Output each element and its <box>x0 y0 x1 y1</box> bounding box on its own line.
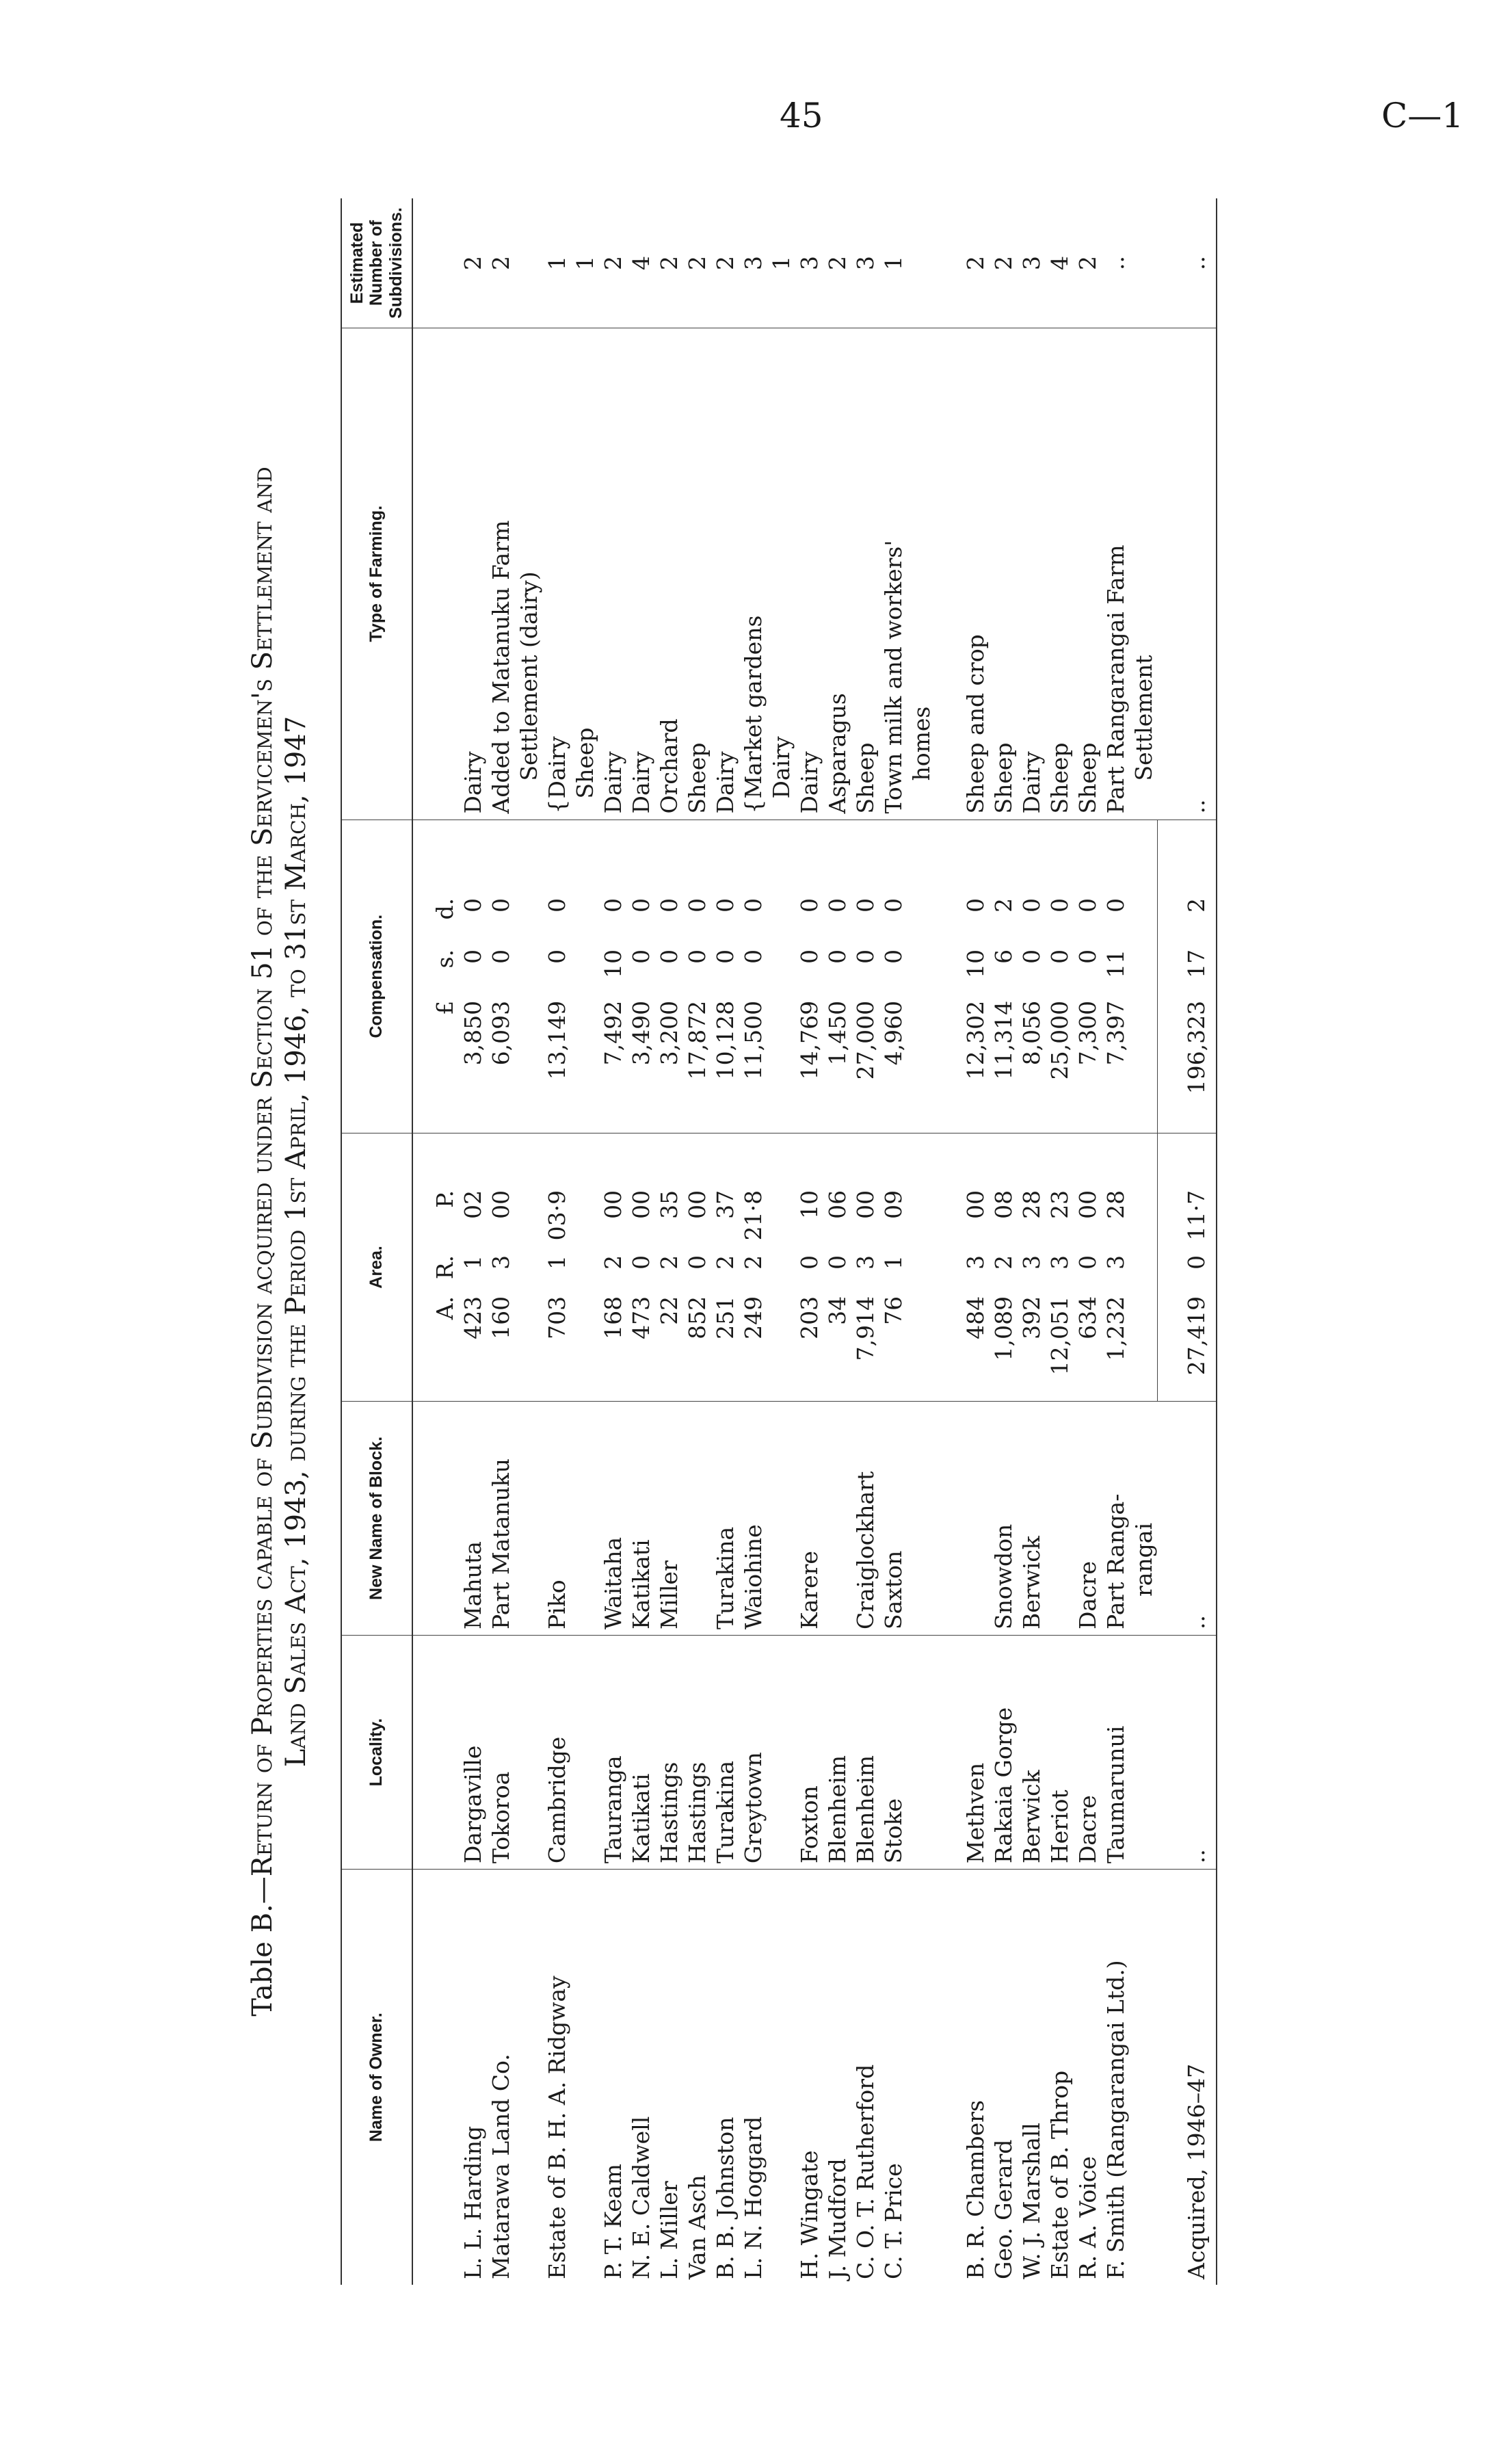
pounds-cell: 7,300 <box>1074 1000 1101 1066</box>
type-line: Town milk and workers' <box>879 540 907 814</box>
shillings-cell: 0 <box>459 949 486 964</box>
type-line: Dairy <box>543 736 570 799</box>
block-cell: Waitaha <box>599 1401 627 1635</box>
pence-cell: 0 <box>543 897 570 913</box>
unit-pence: d. <box>431 897 458 920</box>
subdivisions-cell: 2 <box>990 255 1017 270</box>
perches-cell: 37 <box>711 1190 739 1219</box>
type-cell: Sheep <box>1074 328 1102 820</box>
block-cell <box>1102 1401 1158 1635</box>
total-block-cell: .. <box>1158 1401 1217 1635</box>
type-cell: Sheep and crop <box>961 328 990 820</box>
shillings-cell: 0 <box>711 949 739 964</box>
type-line-2: Settlement <box>1130 655 1157 781</box>
pounds-cell: 27,000 <box>851 1000 879 1080</box>
owner-cell: B. B. Johnston <box>711 1870 739 2285</box>
roods-cell: 2 <box>739 1255 767 1270</box>
block-cell: Part Matanuku <box>487 1401 543 1635</box>
shillings-cell: 10 <box>599 949 626 978</box>
page-number: 45 <box>780 96 823 135</box>
pounds-cell: 13,149 <box>543 1000 570 1080</box>
owner-cell: P. T. Keam <box>599 1870 627 2285</box>
locality-cell: Dacre <box>1074 1636 1102 1870</box>
pence-cell: 0 <box>823 897 851 913</box>
type-cell: Orchard <box>655 328 683 820</box>
spacer-row <box>936 198 961 2285</box>
perches-cell: 00 <box>627 1190 654 1219</box>
type-cell: Sheep <box>1046 328 1074 820</box>
table-row <box>879 198 936 2285</box>
pounds-cell: 10,128 <box>711 1000 739 1080</box>
locality-cell: Tauranga <box>599 1636 627 1870</box>
acres-cell: 12,051 <box>1046 1296 1073 1376</box>
total-owner-cell: Acquired, 1946–47 <box>1158 1870 1217 2285</box>
pence-cell: 0 <box>487 897 514 913</box>
pence-cell: 0 <box>683 897 711 913</box>
unit-pounds: £ <box>431 1000 458 1015</box>
type-line-2: Settlement (dairy) <box>515 571 542 781</box>
perches-cell: 00 <box>683 1190 711 1219</box>
roods-cell: 0 <box>683 1255 711 1270</box>
title-line-1: —Return of Properties capable of Subdivision acquired under Section 51 of the Servicemen's Settlement and <box>247 467 278 1904</box>
pounds-cell: 7,397 <box>1102 1000 1129 1066</box>
type-line-2: Sheep <box>571 727 598 799</box>
shillings-cell: 0 <box>823 949 851 964</box>
brace-icon: { <box>543 799 570 814</box>
owner-cell: N. E. Caldwell <box>627 1870 655 2285</box>
brace-icon: { <box>739 799 767 814</box>
type-cell <box>487 328 543 820</box>
locality-cell: Rakaia Gorge <box>990 1636 1018 1870</box>
acres-cell: 634 <box>1074 1296 1101 1339</box>
type-cell: Sheep <box>851 328 879 820</box>
pence-cell: 0 <box>655 897 682 913</box>
owner-cell: L. N. Hoggard <box>739 1870 795 2285</box>
roods-cell: 0 <box>823 1255 851 1270</box>
table-row <box>543 198 599 2285</box>
pence-cell: 0 <box>851 897 879 913</box>
total-locality-cell: .. <box>1158 1636 1217 1870</box>
acres-cell: 484 <box>961 1296 989 1339</box>
roods-cell: 2 <box>990 1255 1017 1270</box>
roods-cell: 2 <box>599 1255 626 1270</box>
pence-cell: 0 <box>795 897 823 913</box>
roods-cell: 3 <box>1102 1255 1129 1270</box>
pence-cell: 2 <box>990 897 1017 913</box>
block-cell <box>683 1401 711 1635</box>
shillings-cell: 10 <box>961 949 989 978</box>
unit-acres: A. <box>431 1296 458 1320</box>
total-shillings-cell: 17 <box>1183 949 1210 978</box>
owner-cell: C. O. T. Rutherford <box>851 1870 879 2285</box>
pence-cell: 0 <box>1046 897 1073 913</box>
block-cell: Craiglockhart <box>851 1401 879 1635</box>
block-cell <box>1046 1401 1074 1635</box>
acres-cell: 392 <box>1018 1296 1045 1339</box>
pence-cell: 0 <box>961 897 989 913</box>
shillings-cell: 0 <box>851 949 879 964</box>
pounds-cell: 11,314 <box>990 1000 1017 1080</box>
type-cell <box>879 328 936 820</box>
locality-cell: Foxton <box>795 1636 823 1870</box>
type-line: Added to Matanuku Farm <box>487 520 514 814</box>
pounds-cell: 3,850 <box>459 1000 486 1066</box>
document-code: C—1 <box>1381 96 1464 135</box>
acres-cell: 1,089 <box>990 1296 1017 1361</box>
perches-cell: 00 <box>851 1190 879 1219</box>
total-type-cell: .. <box>1158 328 1217 820</box>
roods-cell: 1 <box>879 1255 907 1270</box>
owner-cell: Matarawa Land Co. <box>487 1870 543 2285</box>
locality-cell: Blenheim <box>823 1636 851 1870</box>
perches-cell: 28 <box>1018 1190 1045 1219</box>
subdivisions-cell: 2 <box>655 255 682 270</box>
roods-cell: 1 <box>459 1255 486 1270</box>
block-cell: Berwick <box>1018 1401 1046 1635</box>
unit-perches: P. <box>431 1190 458 1208</box>
locality-cell: Berwick <box>1018 1636 1046 1870</box>
pence-cell: 0 <box>879 897 907 913</box>
type-header: Type of Farming. <box>341 328 412 820</box>
block-cell: Waiohine <box>739 1401 795 1635</box>
type-line: Part Rangarangai Farm <box>1102 545 1129 814</box>
return-table <box>341 198 1218 2285</box>
subdivisions-line-2: 1 <box>571 255 598 270</box>
table-row <box>459 198 487 2285</box>
block-cell: Snowdon <box>990 1401 1018 1635</box>
type-cell: Dairy <box>627 328 655 820</box>
shillings-cell: 0 <box>683 949 711 964</box>
pounds-cell: 25,000 <box>1046 1000 1073 1080</box>
acres-cell: 76 <box>879 1296 907 1325</box>
pence-cell: 0 <box>627 897 654 913</box>
unit-roods: R. <box>431 1255 458 1280</box>
pence-cell: 0 <box>739 897 767 913</box>
roods-cell: 2 <box>655 1255 682 1270</box>
locality-cell: Methven <box>961 1636 990 1870</box>
table-row <box>683 198 711 2285</box>
block-cell: Piko <box>543 1401 599 1635</box>
perches-cell: 21·8 <box>739 1190 767 1241</box>
total-subdivisions-cell: .. <box>1158 198 1217 328</box>
shillings-cell: 6 <box>990 949 1017 964</box>
pounds-cell: 7,492 <box>599 1000 626 1066</box>
block-cell: Karere <box>795 1401 823 1635</box>
perches-cell: 23 <box>1046 1190 1073 1219</box>
locality-header: Locality. <box>341 1636 412 1870</box>
table-row <box>1074 198 1102 2285</box>
table-label: Table B. <box>247 1904 278 2017</box>
perches-cell: 08 <box>990 1190 1017 1219</box>
perches-cell: 02 <box>459 1190 486 1219</box>
total-roods-cell: 0 <box>1183 1255 1210 1270</box>
block-line: Part Ranga- <box>1102 1493 1129 1630</box>
pounds-cell: 4,960 <box>879 1000 907 1066</box>
type-cell <box>739 328 795 820</box>
roods-cell: 3 <box>1018 1255 1045 1270</box>
type-cell: Dairy <box>795 328 823 820</box>
locality-cell: Greytown <box>739 1636 795 1870</box>
acres-cell: 473 <box>627 1296 654 1339</box>
subdivisions-cell: 2 <box>961 255 989 270</box>
unit-shillings: s. <box>431 949 458 969</box>
block-line-2: rangai <box>1130 1522 1157 1597</box>
table-row <box>823 198 851 2285</box>
type-line-2: Dairy <box>767 736 795 799</box>
subdivisions-cell: 2 <box>711 255 739 270</box>
table-row <box>487 198 543 2285</box>
owner-cell: Geo. Gerard <box>990 1870 1018 2285</box>
title-line-2: Land Sales Act, 1943, during the Period 1st April, 1946, to 31st March, 1947 <box>280 716 312 1768</box>
type-cell: Dairy <box>1018 328 1046 820</box>
pounds-cell: 3,200 <box>655 1000 682 1066</box>
type-line-2: homes <box>907 706 935 781</box>
owner-cell: Estate of B. Throp <box>1046 1870 1074 2285</box>
owner-header: Name of Owner. <box>341 1870 412 2285</box>
table-row <box>851 198 879 2285</box>
acres-cell: 703 <box>543 1296 570 1339</box>
type-cell: Sheep <box>990 328 1018 820</box>
total-acres-cell: 27,419 <box>1183 1296 1210 1376</box>
pounds-cell: 1,450 <box>823 1000 851 1066</box>
type-cell: Sheep <box>683 328 711 820</box>
table-row <box>961 198 990 2285</box>
pounds-cell: 14,769 <box>795 1000 823 1080</box>
locality-cell: Turakina <box>711 1636 739 1870</box>
block-cell <box>823 1401 851 1635</box>
roods-cell: 3 <box>851 1255 879 1270</box>
rotated-table-block <box>246 198 1450 2285</box>
units-row <box>412 198 459 2285</box>
table-row <box>1102 198 1158 2285</box>
roods-cell: 3 <box>1046 1255 1073 1270</box>
pence-cell: 0 <box>599 897 626 913</box>
table-row <box>739 198 795 2285</box>
subdivisions-line: 3 <box>739 255 767 270</box>
total-row <box>1158 198 1217 2285</box>
type-cell <box>1102 328 1158 820</box>
subdivisions-cell: 2 <box>487 255 514 270</box>
owner-cell: Estate of B. H. A. Ridgway <box>543 1870 599 2285</box>
perches-cell: 06 <box>823 1190 851 1219</box>
pence-cell: 0 <box>711 897 739 913</box>
type-cell: Dairy <box>599 328 627 820</box>
perches-cell: 00 <box>1074 1190 1101 1219</box>
pence-cell: 0 <box>1102 897 1129 913</box>
shillings-cell: 0 <box>879 949 907 964</box>
perches-cell: 00 <box>487 1190 514 1219</box>
acres-cell: 852 <box>683 1296 711 1339</box>
area-header: Area. <box>341 1133 412 1401</box>
pence-cell: 0 <box>1018 897 1045 913</box>
shillings-cell: 11 <box>1102 949 1129 978</box>
owner-cell: H. Wingate <box>795 1870 823 2285</box>
roods-cell: 3 <box>961 1255 989 1270</box>
pounds-cell: 8,056 <box>1018 1000 1045 1066</box>
acres-cell: 249 <box>739 1296 767 1339</box>
block-cell: Saxton <box>879 1401 936 1635</box>
type-cell: Dairy <box>711 328 739 820</box>
table-row <box>1018 198 1046 2285</box>
owner-cell: F. Smith (Rangarangai Ltd.) <box>1102 1870 1158 2285</box>
perches-cell: 10 <box>795 1190 823 1219</box>
shillings-cell: 0 <box>739 949 767 964</box>
owner-cell: L. Miller <box>655 1870 683 2285</box>
roods-cell: 0 <box>627 1255 654 1270</box>
perches-cell: 28 <box>1102 1190 1129 1219</box>
roods-cell: 0 <box>795 1255 823 1270</box>
locality-cell: Cambridge <box>543 1636 599 1870</box>
acres-cell: 1,232 <box>1102 1296 1129 1361</box>
type-line: Market gardens <box>739 615 767 799</box>
acres-cell: 34 <box>823 1296 851 1325</box>
locality-cell: Blenheim <box>851 1636 879 1870</box>
block-header: New Name of Block. <box>341 1401 412 1635</box>
owner-cell: L. L. Harding <box>459 1870 487 2285</box>
subdivisions-cell: 4 <box>627 255 654 270</box>
subdivisions-cell: 4 <box>1046 255 1073 270</box>
acres-cell: 7,914 <box>851 1296 879 1361</box>
locality-cell: Stoke <box>879 1636 936 1870</box>
block-cell: Mahuta <box>459 1401 487 1635</box>
owner-cell: W. J. Marshall <box>1018 1870 1046 2285</box>
owner-cell: R. A. Voice <box>1074 1870 1102 2285</box>
shillings-cell: 0 <box>627 949 654 964</box>
perches-cell: 35 <box>655 1190 682 1219</box>
roods-cell: 1 <box>543 1255 570 1270</box>
block-cell <box>961 1401 990 1635</box>
roods-cell: 2 <box>711 1255 739 1270</box>
subdivisions-cell <box>739 198 795 328</box>
table-row <box>1046 198 1074 2285</box>
subdivisions-cell: 3 <box>795 255 823 270</box>
pounds-cell: 3,490 <box>627 1000 654 1066</box>
owner-cell: C. T. Price <box>879 1870 936 2285</box>
table-row <box>627 198 655 2285</box>
shillings-cell: 0 <box>655 949 682 964</box>
subdivisions-cell <box>543 198 599 328</box>
table-row <box>599 198 627 2285</box>
perches-cell: 00 <box>961 1190 989 1219</box>
subdivisions-line-2: 1 <box>767 255 795 270</box>
locality-cell: Katikati <box>627 1636 655 1870</box>
pence-cell: 0 <box>459 897 486 913</box>
total-pence-cell: 2 <box>1183 897 1210 913</box>
perches-cell: 09 <box>879 1190 907 1219</box>
roods-cell: 0 <box>1074 1255 1101 1270</box>
block-cell: Katikati <box>627 1401 655 1635</box>
table-row <box>795 198 823 2285</box>
subdivisions-cell: 2 <box>823 255 851 270</box>
shillings-cell: 0 <box>1018 949 1045 964</box>
type-cell: Dairy <box>459 328 487 820</box>
owner-cell: Van Asch <box>683 1870 711 2285</box>
acres-cell: 168 <box>599 1296 626 1339</box>
locality-cell: Taumarunui <box>1102 1636 1158 1870</box>
table-row <box>655 198 683 2285</box>
block-cell: Turakina <box>711 1401 739 1635</box>
subdivisions-cell: .. <box>1102 255 1129 270</box>
shillings-cell: 0 <box>1074 949 1101 964</box>
perches-cell: 03·9 <box>543 1190 570 1241</box>
table-title <box>246 198 313 2285</box>
locality-cell: Tokoroa <box>487 1636 543 1870</box>
header-row <box>341 198 412 2285</box>
table-row <box>711 198 739 2285</box>
acres-cell: 160 <box>487 1296 514 1339</box>
acres-cell: 203 <box>795 1296 823 1339</box>
shillings-cell: 0 <box>487 949 514 964</box>
type-cell: Asparagus <box>823 328 851 820</box>
locality-cell: Hastings <box>655 1636 683 1870</box>
acres-cell: 423 <box>459 1296 486 1339</box>
subdivisions-cell: 3 <box>851 255 879 270</box>
block-cell: Dacre <box>1074 1401 1102 1635</box>
compensation-header: Compensation. <box>341 820 412 1133</box>
owner-cell: J. Mudford <box>823 1870 851 2285</box>
total-pounds-cell: 196,323 <box>1183 1000 1210 1095</box>
type-cell <box>543 328 599 820</box>
subdivisions-cell: 1 <box>879 255 907 270</box>
subdivisions-cell: 2 <box>459 255 486 270</box>
locality-cell: Hastings <box>683 1636 711 1870</box>
acres-cell: 251 <box>711 1296 739 1339</box>
subdivisions-cell: 2 <box>599 255 626 270</box>
subdivisions-cell: 2 <box>683 255 711 270</box>
owner-cell: B. R. Chambers <box>961 1870 990 2285</box>
pounds-cell: 17,872 <box>683 1000 711 1080</box>
perches-cell: 00 <box>599 1190 626 1219</box>
pounds-cell: 6,093 <box>487 1000 514 1066</box>
pounds-cell: 11,500 <box>739 1000 767 1080</box>
pounds-cell: 12,302 <box>961 1000 989 1080</box>
subdivisions-line: 1 <box>543 255 570 270</box>
total-perches-cell: 11·7 <box>1183 1190 1210 1241</box>
locality-cell: Heriot <box>1046 1636 1074 1870</box>
table-row <box>990 198 1018 2285</box>
pence-cell: 0 <box>1074 897 1101 913</box>
shillings-cell: 0 <box>543 949 570 964</box>
subdivisions-header: Estimated Number of Subdivisions. <box>341 198 412 328</box>
shillings-cell: 0 <box>795 949 823 964</box>
locality-cell: Dargaville <box>459 1636 487 1870</box>
shillings-cell: 0 <box>1046 949 1073 964</box>
subdivisions-cell: 2 <box>1074 255 1101 270</box>
block-cell: Miller <box>655 1401 683 1635</box>
roods-cell: 3 <box>487 1255 514 1270</box>
subdivisions-cell: 3 <box>1018 255 1045 270</box>
acres-cell: 22 <box>655 1296 682 1325</box>
